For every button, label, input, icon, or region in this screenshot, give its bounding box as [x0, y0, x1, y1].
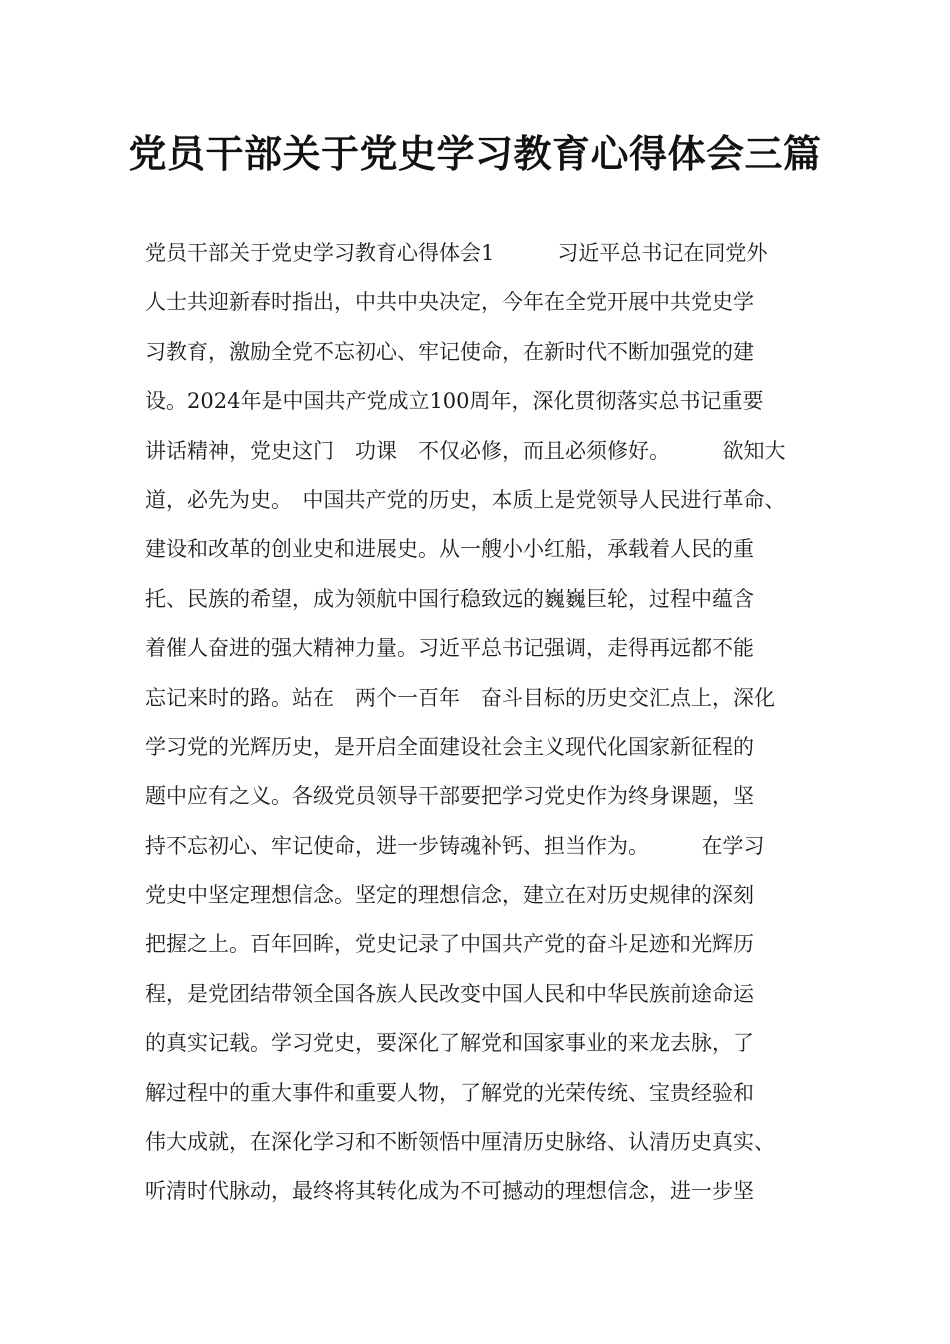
body-line: 题中应有之义。各级党员领导干部要把学习党史作为终身课题，坚 — [145, 784, 754, 809]
body-line: 习教育，激励全党不忘初心、牢记使命，在新时代不断加强党的建 — [145, 339, 754, 364]
body-line: 持不忘初心、牢记使命，进一步铸魂补钙、担当作为。 在学习 — [145, 833, 765, 858]
document-body — [145, 229, 835, 1217]
body-line: 程，是党团结带领全国各族人民改变中国人民和中华民族前途命运 — [145, 981, 754, 1006]
body-line: 听清时代脉动，最终将其转化成为不可撼动的理想信念，进一步坚 — [145, 1179, 754, 1204]
body-line: 忘记来时的路。站在 两个一百年 奋斗目标的历史交汇点上，深化 — [145, 685, 775, 710]
body-line: 学习党的光辉历史，是开启全面建设社会主义现代化国家新征程的 — [145, 734, 754, 759]
body-line: 人士共迎新春时指出，中共中央决定，今年在全党开展中共党史学 — [145, 290, 754, 315]
body-line: 讲话精神，党史这门 功课 不仅必修，而且必须修好。 欲知大 — [145, 438, 786, 463]
body-line: 道，必先为史。 中国共产党的历史，本质上是党领导人民进行革命、 — [145, 487, 786, 512]
body-line: 的真实记载。学习党史，要深化了解党和国家事业的来龙去脉，了 — [145, 1031, 754, 1056]
body-line: 建设和改革的创业史和进展史。从一艘小小红船，承载着人民的重 — [145, 537, 754, 562]
body-line: 解过程中的重大事件和重要人物，了解党的光荣传统、宝贵经验和 — [145, 1080, 754, 1105]
body-line: 着催人奋进的强大精神力量。习近平总书记强调，走得再远都不能 — [145, 636, 754, 661]
body-line: 党员干部关于党史学习教育心得体会1 习近平总书记在同党外 — [145, 241, 768, 265]
document-title: 党员干部关于党史学习教育心得体会三篇 — [128, 131, 822, 176]
body-line: 党史中坚定理想信念。坚定的理想信念，建立在对历史规律的深刻 — [145, 883, 754, 908]
body-line: 把握之上。百年回眸，党史记录了中国共产党的奋斗足迹和光辉历 — [145, 932, 754, 957]
body-line: 托、民族的希望，成为领航中国行稳致远的巍巍巨轮，过程中蕴含 — [145, 586, 754, 611]
body-line: 设。2024年是中国共产党成立100周年，深化贯彻落实总书记重要 — [145, 389, 764, 414]
body-line: 伟大成就，在深化学习和不断领悟中厘清历史脉络、认清历史真实、 — [145, 1130, 775, 1155]
